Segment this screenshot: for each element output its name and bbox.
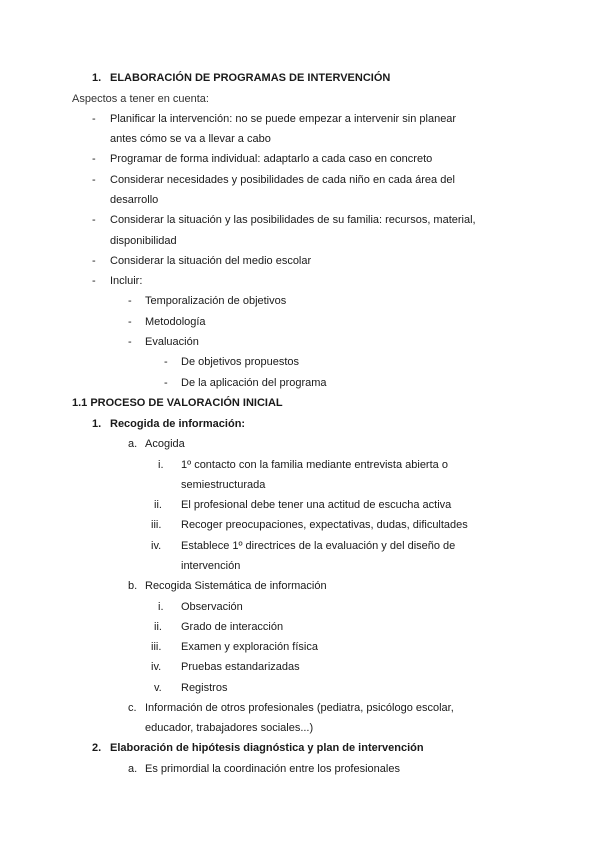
sub-bullet-text: Evaluación xyxy=(145,336,199,348)
bullet-text: Considerar la situación y las posibilidades de su familia: recursos, material, xyxy=(110,214,476,226)
roman-marker: iii. xyxy=(151,519,162,531)
sub-bullet-marker: - xyxy=(128,295,132,307)
intro-text: Aspectos a tener en cuenta: xyxy=(72,93,209,105)
sub-bullet-marker: - xyxy=(128,316,132,328)
section-number: 1. xyxy=(92,72,102,84)
roman-marker: i. xyxy=(158,601,164,613)
sub-sub-bullet-marker: - xyxy=(164,377,168,389)
letter-item-text-cont: educador, trabajadores sociales...) xyxy=(145,722,314,734)
roman-item-text-cont: intervención xyxy=(181,560,241,572)
roman-marker: v. xyxy=(154,682,162,694)
letter-item-text: Acogida xyxy=(145,438,185,450)
bullet-text: Incluir: xyxy=(110,275,143,287)
letter-item-text: Es primordial la coordinación entre los profesionales xyxy=(145,763,400,775)
bullet-marker: - xyxy=(92,113,96,125)
sub-bullet-text: Metodología xyxy=(145,316,206,328)
roman-item-text: Examen y exploración física xyxy=(181,641,318,653)
bullet-marker: - xyxy=(92,174,96,186)
letter-item-text: Recogida Sistemática de información xyxy=(145,580,327,592)
item-number: 2. xyxy=(92,742,102,754)
sub-sub-bullet-text: De la aplicación del programa xyxy=(181,377,327,389)
section-title: ELABORACIÓN DE PROGRAMAS DE INTERVENCIÓN xyxy=(110,72,391,84)
bullet-marker: - xyxy=(92,275,96,287)
bullet-text: Planificar la intervención: no se puede empezar a intervenir sin planear xyxy=(110,113,457,125)
roman-item-text: Establece 1º directrices de la evaluación y del diseño de xyxy=(181,540,456,552)
item-title: Elaboración de hipótesis diagnóstica y plan de intervención xyxy=(110,742,424,754)
sub-sub-bullet-text: De objetivos propuestos xyxy=(181,356,300,368)
letter-item-text: Información de otros profesionales (pediatra, psicólogo escolar, xyxy=(145,702,454,714)
roman-marker: ii. xyxy=(154,499,162,511)
letter-marker: a. xyxy=(128,438,138,450)
bullet-text-cont: antes cómo se va a llevar a cabo xyxy=(110,133,271,145)
sub-bullet-text: Temporalización de objetivos xyxy=(145,295,287,307)
bullet-marker: - xyxy=(92,153,96,165)
bullet-marker: - xyxy=(92,214,96,226)
section-title: 1.1 PROCESO DE VALORACIÓN INICIAL xyxy=(72,397,283,409)
roman-marker: iv. xyxy=(151,540,162,552)
letter-marker: b. xyxy=(128,580,138,592)
roman-marker: i. xyxy=(158,459,164,471)
roman-marker: iii. xyxy=(151,641,162,653)
roman-item-text: 1º contacto con la familia mediante entrevista abierta o xyxy=(181,459,448,471)
roman-item-text: Observación xyxy=(181,601,243,613)
item-number: 1. xyxy=(92,418,102,430)
roman-item-text: Pruebas estandarizadas xyxy=(181,661,300,673)
roman-marker: ii. xyxy=(154,621,162,633)
sub-bullet-marker: - xyxy=(128,336,132,348)
bullet-text-cont: desarrollo xyxy=(110,194,159,206)
bullet-marker: - xyxy=(92,255,96,267)
roman-item-text: Registros xyxy=(181,682,228,694)
bullet-text: Programar de forma individual: adaptarlo a cada caso en concreto xyxy=(110,153,433,165)
roman-marker: iv. xyxy=(151,661,162,673)
sub-sub-bullet-marker: - xyxy=(164,356,168,368)
item-title: Recogida de información: xyxy=(110,418,246,430)
bullet-text-cont: disponibilidad xyxy=(110,235,177,247)
roman-item-text: Recoger preocupaciones, expectativas, dudas, dificultades xyxy=(181,519,468,531)
letter-marker: a. xyxy=(128,763,138,775)
roman-item-text-cont: semiestructurada xyxy=(181,479,266,491)
bullet-text: Considerar la situación del medio escolar xyxy=(110,255,312,267)
letter-marker: c. xyxy=(128,702,137,714)
roman-item-text: Grado de interacción xyxy=(181,621,284,633)
roman-item-text: El profesional debe tener una actitud de escucha activa xyxy=(181,499,452,511)
bullet-text: Considerar necesidades y posibilidades de cada niño en cada área del xyxy=(110,174,455,186)
